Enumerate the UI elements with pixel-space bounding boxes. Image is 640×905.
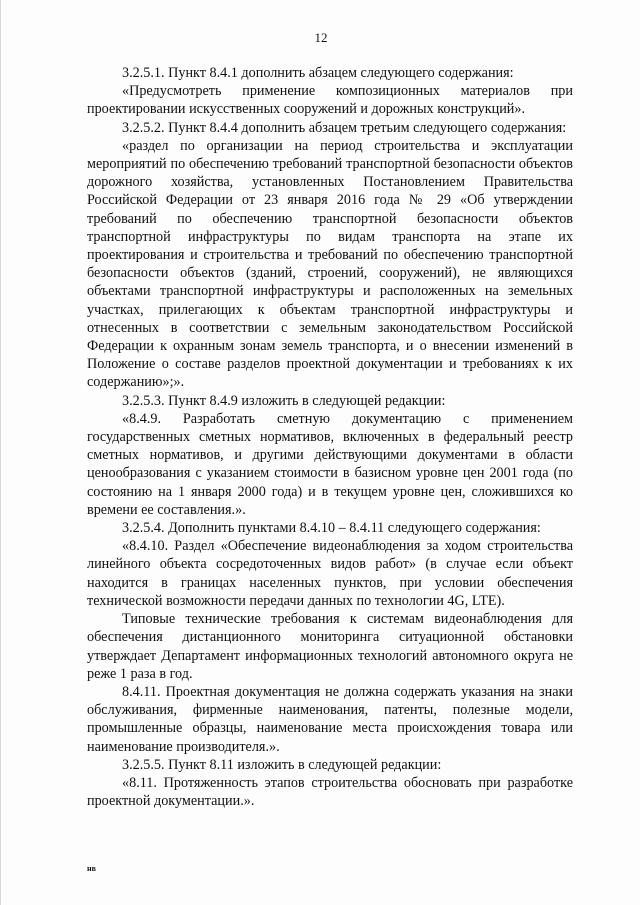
- paragraph-8-4-10: «8.4.10. Раздел «Обеспечение видеонаблюдения за ходом строительства линейного объекта сосредоточенных видов работ» (в случае если объект находится в границах населенных пунктов, при условии обеспечения технической возможности передачи данных по технологии 4G, LTE).: [87, 538, 573, 609]
- paragraph-3-2-5-4: 3.2.5.4. Дополнить пунктами 8.4.10 – 8.4.11 следующего содержания:: [122, 520, 541, 537]
- paragraph-8-4-9: «8.4.9. Разработать сметную документацию с применением государственных сметных нормативов, включенных в федеральный реестр сметных нормативов, и другими действующими документами в области ценообразования с указанием стоимости в базисном уровне цен 2001 года (по состоянию на 1 января 2000 года) и в текущем уровне цен, сложившихся ко времени ее составления.».: [87, 410, 573, 518]
- paragraph-3-2-5-2: 3.2.5.2. Пункт 8.4.4 дополнить абзацем третьим следующего содержания:: [122, 119, 567, 136]
- paragraph-3-2-5-5: 3.2.5.5. Пункт 8.11 изложить в следующей редакции:: [122, 756, 442, 773]
- paragraph-quote-transport-security: «раздел по организации на период строительства и эксплуатации мероприятий по обеспечению требований транспортной безопасности объектов дорожного хозяйства, установленных Постановлением Правительства Российской Федерации от 23 января 2016 года № 29 «Об утверждении требований по обеспечению транспортной безопасности объектов транспортной инфраструктуры по видам транспорта на этапе их проектирования и строительства и требований по обеспечению транспортной безопасности объектов (зданий, строений, сооружений), не являющихся объектами транспортной инфраструктуры и расположенных на земельных участках, прилегающих к объектам транспортной инфраструктуры и отнесенных в соответствии с земельным законодательством Российской Федерации к охранным зонам земель транспорта, и о внесении изменений в Положение о составе разделов проектной документации и требованиях к их содержанию»;».: [87, 137, 573, 391]
- paragraph-video-requirements: Типовые технические требования к системам видеонаблюдения для обеспечения дистанционного мониторинга ситуационной обстановки утверждает Департамент информационных технологий автономного округа не реже 1 раза в год.: [87, 611, 573, 682]
- document-body: [87, 64, 573, 810]
- paragraph-3-2-5-3: 3.2.5.3. Пункт 8.4.9 изложить в следующей редакции:: [122, 392, 446, 409]
- footer-mark: нв: [87, 864, 96, 873]
- paragraph-8-11: «8.11. Протяженность этапов строительства обосновать при разработке проектной документации.».: [87, 774, 573, 810]
- paragraph-8-4-11: 8.4.11. Проектная документация не должна содержать указания на знаки обслуживания, фирменные наименования, патенты, полезные модели, промышленные образцы, наименование места происхождения товара или наименование производителя.».: [87, 683, 573, 755]
- paragraph-3-2-5-1: 3.2.5.1. Пункт 8.4.1 дополнить абзацем следующего содержания:: [122, 65, 514, 81]
- paragraph-quote-composite-materials: «Предусмотреть применение композиционных материалов при проектировании искусственных сооружений и дорожных конструкций».: [87, 83, 573, 118]
- page-number: 12: [314, 30, 328, 45]
